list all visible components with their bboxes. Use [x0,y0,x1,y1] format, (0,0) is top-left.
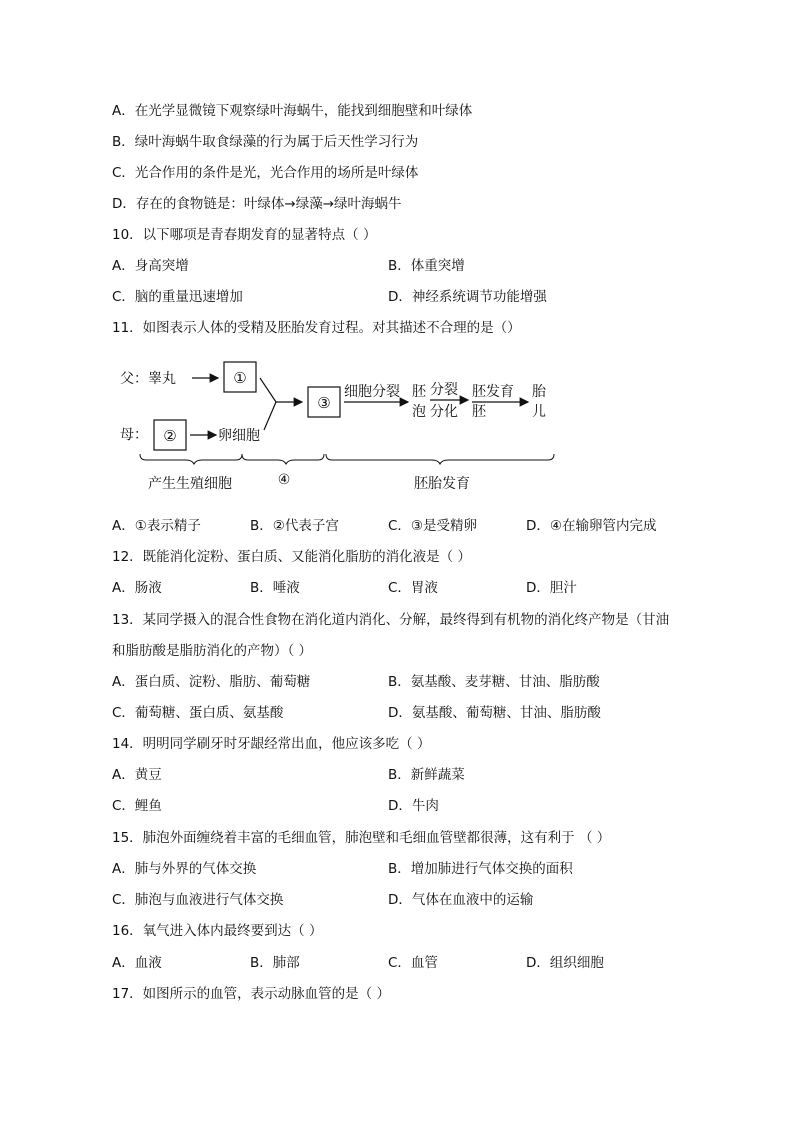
q14-option-a: A．黄豆 [112,767,162,783]
q14-option-b: B．新鲜蔬菜 [388,767,465,783]
division-label: 分裂 [430,382,458,398]
q16-option-b: B．肺部 [250,955,300,971]
q11-stem: 11．如图表示人体的受精及胚胎发育过程。对其描述不合理的是（） [112,320,521,336]
q12-option-b: B．唾液 [250,580,300,596]
blastocyst-char-1: 胚 [412,384,426,400]
q13-option-a: A．蛋白质、淀粉、脂肪、葡萄糖 [112,674,311,690]
q12-stem: 12．既能消化淀粉、蛋白质、又能消化脂肪的消化液是（ ） [112,549,471,565]
q10-option-c: C．脑的重量迅速增加 [112,289,243,305]
q15-option-d: D．气体在血液中的运输 [388,892,534,908]
q12-option-c: C．胃液 [388,580,438,596]
cell-division-label: 细胞分裂 [344,384,400,400]
circle-1-label: ① [233,369,247,387]
q11-option-a: A．①表示精子 [112,518,201,534]
q11-option-d: D．④在输卵管内完成 [526,518,657,534]
q12-option-d: D．胆汁 [526,580,577,596]
blastocyst-char-2: 泡 [412,404,426,420]
q9-option-a: A．在光学显微镜下观察绿叶海蜗牛，能找到细胞壁和叶绿体 [112,103,473,119]
q16-option-d: D．组织细胞 [526,955,604,971]
q14-option-d: D．牛肉 [388,798,439,814]
fetus-char-2: 儿 [532,404,546,420]
q15-option-b: B．增加肺进行气体交换的面积 [388,861,573,877]
q15-stem: 15．肺泡外面缠绕着丰富的毛细血管，肺泡壁和毛细血管壁都很薄，这有利于 （ ） [112,830,611,846]
q14-option-c: C．鲤鱼 [112,798,162,814]
q12-option-a: A．肠液 [112,580,162,596]
brace-produce-cells [140,454,242,464]
q10-option-b: B．体重突增 [388,258,465,274]
q9-option-b: B．绿叶海蜗牛取食绿藻的行为属于后天性学习行为 [112,134,419,150]
circle-4-label: ④ [277,472,291,488]
mother-label: 母： [120,427,148,443]
q10-stem: 10．以下哪项是青春期发育的显著特点（ ） [112,227,377,243]
q16-option-a: A．血液 [112,955,162,971]
q13-option-c: C．葡萄糖、蛋白质、氨基酸 [112,705,284,721]
egg-cell-label: 卵细胞 [218,428,260,444]
merge-line-bottom [264,402,276,430]
q13-option-b: B．氨基酸、麦芽糖、甘油、脂肪酸 [388,674,600,690]
brace-embryo-development [326,454,554,464]
father-testis-label: 父：睾丸 [120,371,176,387]
q13-stem-line2: 和脂肪酸是脂肪消化的产物）（ ） [112,643,313,659]
q16-stem: 16．氧气进入体内最终要到达（ ） [112,923,323,939]
q15-option-c: C．肺泡与血液进行气体交换 [112,892,284,908]
q13-option-d: D．氨基酸、葡萄糖、甘油、脂肪酸 [388,705,601,721]
circle-2-label: ② [163,427,177,445]
q13-stem-line1: 13．某同学摄入的混合性食物在消化道内消化、分解，最终得到有机物的消化终产物是（甘油 [112,612,670,628]
q15-option-a: A．肺与外界的气体交换 [112,861,257,877]
q9-option-c: C．光合作用的条件是光，光合作用的场所是叶绿体 [112,165,419,181]
fetus-char-1: 胎 [532,384,546,400]
embryo-development-label: 胚发育 [472,384,514,400]
q11-option-b: B．②代表子宫 [250,518,339,534]
q10-option-d: D．神经系统调节功能增强 [388,289,547,305]
embryo-development-bottom-label: 胚胎发育 [414,476,470,492]
q9-option-d: D．存在的食物链是：叶绿体→绿藻→绿叶海蜗牛 [112,196,402,212]
circle-3-label: ③ [317,394,331,412]
q11-option-c: C．③是受精卵 [388,518,478,534]
q10-option-a: A．身高突增 [112,258,189,274]
embryo-label: 胚 [472,404,486,420]
q14-stem: 14．明明同学刷牙时牙龈经常出血，他应该多吃（ ） [112,736,431,752]
produce-cells-label: 产生生殖细胞 [148,476,232,492]
q17-stem: 17．如图所示的血管，表示动脉血管的是（ ） [112,986,390,1002]
brace-4 [242,454,324,464]
fertilization-diagram [112,350,562,500]
q16-option-c: C．血管 [388,955,438,971]
differentiation-label: 分化 [430,404,458,420]
merge-line-top [260,378,276,402]
